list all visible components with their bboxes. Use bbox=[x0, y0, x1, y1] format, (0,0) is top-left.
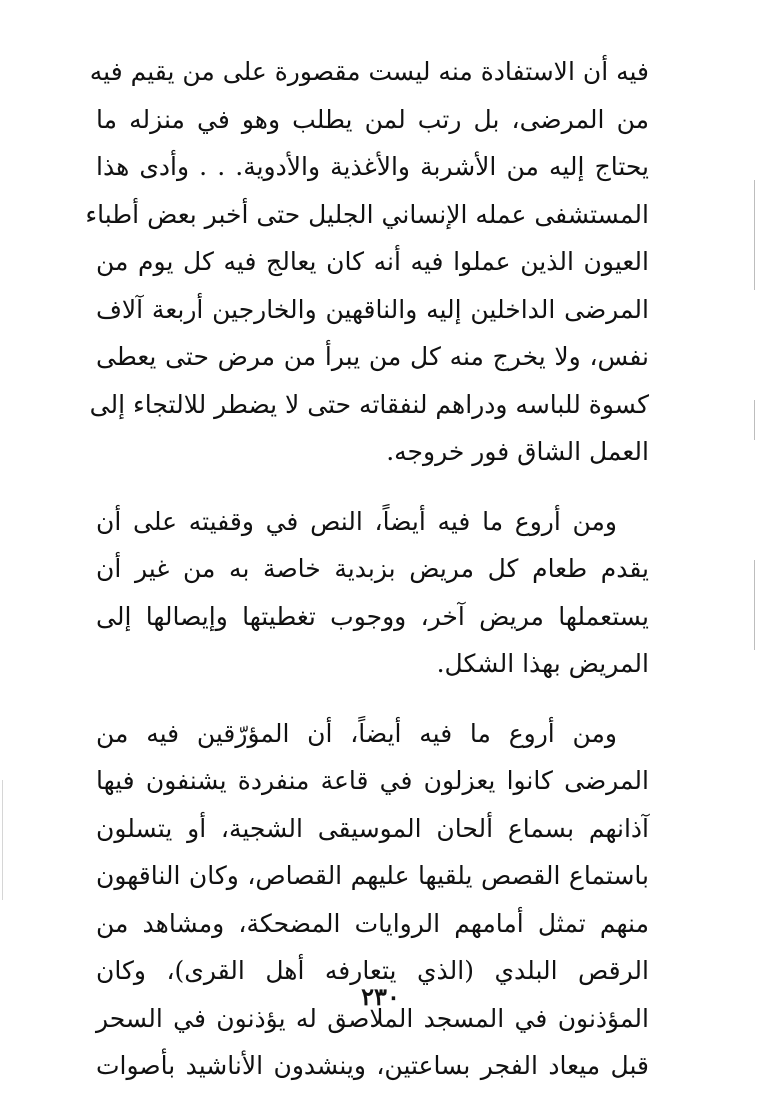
scan-edge-mark bbox=[754, 560, 755, 650]
text-line: يستعملها مريض آخر، ووجوب تغطيتها وإيصالها إلى bbox=[96, 601, 649, 631]
text-line: من المرضى، بل رتب لمن يطلب وهو في منزله ما bbox=[96, 104, 649, 134]
text-line: فيه أن الاستفادة منه ليست مقصورة على من يقيم فيه bbox=[89, 57, 649, 86]
paragraph-3 bbox=[96, 710, 649, 1090]
text-line: كسوة للباسه ودراهم لنفقاته حتى لا يضطر للالتجاء إلى bbox=[89, 389, 649, 419]
text-line: العيون الذين عملوا فيه أنه كان يعالج فيه كل يوم من bbox=[96, 247, 649, 276]
text-line: نفس، ولا يخرج منه كل من يبرأ من مرض حتى يعطى bbox=[96, 342, 649, 371]
paragraph-2 bbox=[96, 498, 649, 688]
text-line: منهم تمثل أمامهم الروايات المضحكة، ومشاهد من bbox=[96, 908, 649, 938]
text-line: المؤذنون في المسجد الملاصق له يؤذنون في السحر bbox=[96, 1003, 649, 1033]
text-line: باستماع القصص يلقيها عليهم القصاص، وكان الناقهون bbox=[96, 861, 649, 890]
scan-edge-mark bbox=[754, 180, 755, 290]
paragraph-1 bbox=[85, 48, 649, 476]
scan-edge-mark bbox=[2, 780, 3, 900]
paragraph-gap bbox=[96, 688, 649, 710]
text-line: يحتاج إليه من الأشربة والأغذية والأدوية. . . وأدى هذا bbox=[96, 152, 649, 181]
text-line: الرقص البلدي (الذي يتعارفه أهل القرى)، وكان bbox=[96, 956, 649, 985]
text-line: المرضى الداخلين إليه والناقهين والخارجين أربعة آلاف bbox=[96, 294, 649, 324]
text-line: آذانهم بسماع ألحان الموسيقى الشجية، أو يتسلون bbox=[96, 813, 649, 843]
page-number: ٢٣٠ bbox=[361, 982, 400, 1011]
scan-edge-mark bbox=[754, 400, 755, 440]
text-line: قبل ميعاد الفجر بساعتين، وينشدون الأناشيد بأصوات bbox=[96, 1051, 649, 1080]
text-line: ومن أروع ما فيه أيضاً، النص في وقفيته على أن bbox=[96, 506, 617, 536]
text-line: يقدم طعام كل مريض بزبدية خاصة به من غير أن bbox=[96, 554, 649, 583]
text-line: ومن أروع ما فيه أيضاً، أن المؤرّقين فيه من bbox=[96, 718, 617, 748]
text-line: المريض بهذا الشكل. bbox=[436, 649, 649, 678]
paragraph-gap bbox=[96, 476, 649, 498]
body-text bbox=[85, 48, 649, 1090]
text-line: المستشفى عمله الإنساني الجليل حتى أخبر بعض أطباء bbox=[85, 199, 649, 229]
text-line: المرضى كانوا يعزلون في قاعة منفردة يشنفون فيها bbox=[96, 766, 649, 795]
text-line: العمل الشاق فور خروجه. bbox=[386, 437, 649, 466]
